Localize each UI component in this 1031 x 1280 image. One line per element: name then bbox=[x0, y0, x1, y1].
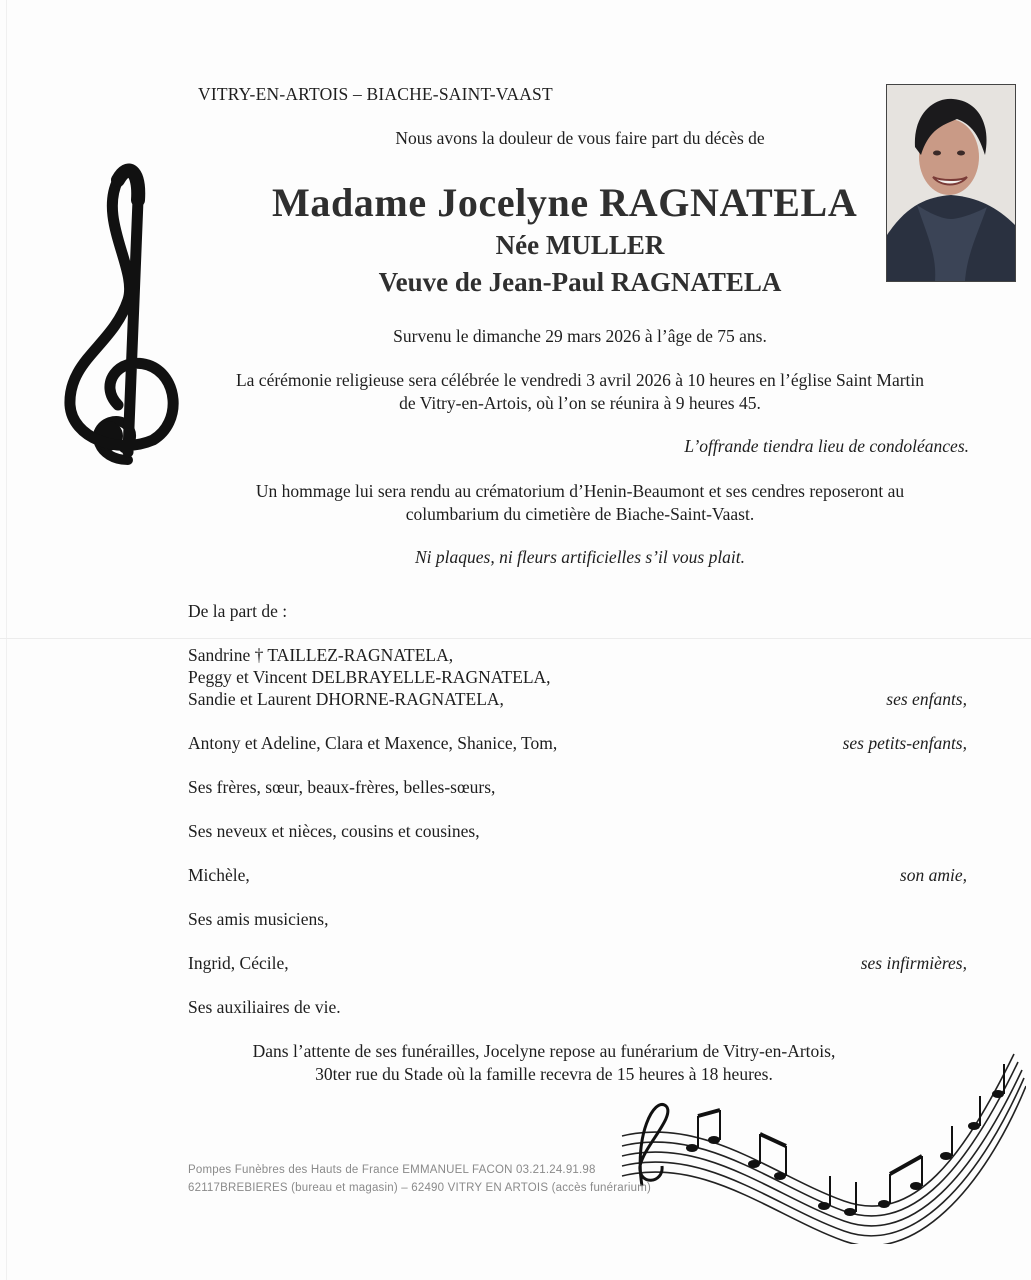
friend-relation: son amie, bbox=[899, 865, 967, 885]
treble-clef-icon bbox=[58, 160, 188, 480]
family-child-1: Sandrine † TAILLEZ-RAGNATELA, bbox=[188, 645, 454, 665]
location-header: VITRY-EN-ARTOIS – BIACHE-SAINT-VAAST bbox=[198, 84, 553, 104]
family-caregivers: Ses auxiliaires de vie. bbox=[188, 997, 341, 1017]
ceremony-text-line-2: de Vitry-en-Artois, où l’on se réunira à 9 heures 45. bbox=[399, 393, 761, 413]
widow-of: Veuve de Jean-Paul RAGNATELA bbox=[378, 267, 782, 297]
family-grandchildren: Antony et Adeline, Clara et Maxence, Shanice, Tom, bbox=[188, 733, 558, 753]
deceased-name: Madame Jocelyne RAGNATELA bbox=[272, 180, 858, 225]
from-label: De la part de : bbox=[188, 601, 288, 621]
grandchildren-relation: ses petits-enfants, bbox=[842, 733, 967, 753]
family-child-2: Peggy et Vincent DELBRAYELLE-RAGNATELA, bbox=[188, 667, 551, 687]
family-siblings: Ses frères, sœur, beaux-frères, belles-sœurs, bbox=[188, 777, 496, 797]
offering-text: L’offrande tiendra lieu de condoléances. bbox=[684, 436, 969, 456]
funeral-home-line-1: Pompes Funèbres des Hauts de France EMMANUEL FACON 03.21.24.91.98 bbox=[188, 1164, 596, 1176]
maiden-name: Née MULLER bbox=[495, 230, 665, 260]
family-friend: Michèle, bbox=[188, 865, 250, 885]
family-nephews: Ses neveux et nièces, cousins et cousines, bbox=[188, 821, 480, 841]
scan-edge bbox=[6, 0, 7, 1280]
family-musicians: Ses amis musiciens, bbox=[188, 909, 329, 929]
intro-text: Nous avons la douleur de vous faire part du décès de bbox=[395, 128, 765, 148]
tribute-text-line-2: columbarium du cimetière de Biache-Saint-Vaast. bbox=[405, 504, 755, 524]
closing-text-line-1: Dans l’attente de ses funérailles, Jocelyne repose au funérarium de Vitry-en-Artois, bbox=[252, 1041, 836, 1061]
death-date-text: Survenu le dimanche 29 mars 2026 à l’âge de 75 ans. bbox=[393, 326, 767, 346]
family-child-3: Sandie et Laurent DHORNE-RAGNATELA, bbox=[188, 689, 504, 709]
closing-text-line-2: 30ter rue du Stade où la famille recevra de 15 heures à 18 heures. bbox=[315, 1064, 773, 1084]
family-nurses: Ingrid, Cécile, bbox=[188, 953, 289, 973]
music-staff-icon bbox=[614, 1036, 1026, 1244]
children-relation: ses enfants, bbox=[886, 689, 967, 709]
no-flowers-text: Ni plaques, ni fleurs artificielles s’il vous plait. bbox=[414, 547, 746, 567]
fold-line bbox=[0, 638, 1031, 639]
tribute-text-line-1: Un hommage lui sera rendu au crématorium d’Henin-Beaumont et ses cendres reposeront au bbox=[255, 481, 905, 501]
nurses-relation: ses infirmières, bbox=[860, 953, 967, 973]
ceremony-text-line-1: La cérémonie religieuse sera célébrée le vendredi 3 avril 2026 à 10 heures en l’église Saint Martin bbox=[235, 370, 925, 390]
funeral-home-line-2: 62117BREBIERES (bureau et magasin) – 62490 VITRY EN ARTOIS (accès funérarium) bbox=[188, 1182, 652, 1194]
